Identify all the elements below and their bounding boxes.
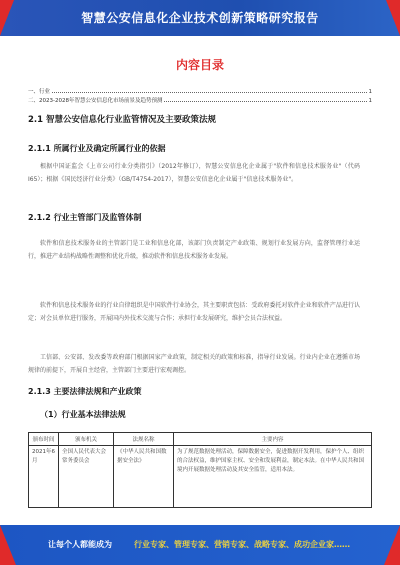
toc-item-text: 一、行业	[28, 89, 51, 95]
paragraph-government-guidance: 工信部、公安部、发改委等政府部门根据国家产业政策，制定相关的政策和标准，指导行业发展。行业内企业在遵循市场规律的前提下，开展自主经营，主管部门主要进行宏观调控。	[28, 354, 360, 374]
table-header-cell: 颁布机关	[59, 433, 114, 446]
table-header-cell: 法规名称	[114, 433, 174, 446]
section-heading-2-1-3: 2.1.3 主要法律法规和产业政策	[28, 387, 142, 396]
paragraph-regulator: 软件和信息技术服务业的主管部门是工业和信息化部，该部门负责制定产业政策、规划行业发展方向，监督管理行业运行，推进产业结构战略性调整和优化升级，推动软件和信息技术服务业发展。	[28, 240, 360, 260]
header-banner	[0, 0, 400, 36]
section-heading-2-1: 2.1 智慧公安信息化行业监管情况及主要政策法规	[28, 115, 217, 125]
table-header-row	[29, 433, 372, 446]
footer-banner	[0, 525, 400, 565]
table-row	[29, 446, 372, 508]
toc-leader-dots	[164, 101, 366, 102]
table-header-cell: 主要内容	[174, 433, 372, 446]
footer-slogan-tail: 行业专家、管理专家、营销专家、战略专家、成功企业家……	[134, 540, 350, 549]
toc-item-page: 1	[368, 89, 372, 95]
footer-accent-left	[0, 525, 16, 565]
toc-item[interactable]	[28, 95, 372, 104]
table-header-cell: 颁布时间	[29, 433, 59, 446]
report-title: 智慧公安信息化企业技术创新策略研究报告	[81, 11, 319, 25]
table-cell-authority: 全国人民代表大会常务委员会	[59, 446, 114, 508]
law-table	[28, 432, 372, 508]
table-cell-law-name: 《中华人民共和国数据安全法》	[114, 446, 174, 508]
section-heading-2-1-1: 2.1.1 所属行业及确定所属行业的依据	[28, 144, 166, 153]
law-subheading: （1）行业基本法律法规	[40, 410, 126, 419]
paragraph-industry-classification: 根据中国证监会《上市公司行业分类指引》（2012年修订），智慧公安信息化企业属于"软件和信息技术服务业"（代码I65）；根据《国民经济行业分类》（GB/T4754-2017），智慧公安信息化企业属于"信息技术服务业"。	[28, 163, 360, 183]
table-cell-time: 2021年6月	[29, 446, 59, 508]
paragraph-self-regulation: 软件和信息技术服务业的行业自律组织是中国软件行业协会，其主要职责包括：受政府委托对软件企业和软件产品进行认定；对会员单位进行服务，开展国内外技术交流与合作；承担行业发展研究，维护会员合法权益。	[28, 302, 360, 322]
table-of-contents	[28, 86, 372, 104]
footer-accent-right	[384, 525, 400, 565]
table-cell-content: 为了规范数据处理活动，保障数据安全，促进数据开发利用，保护个人、组织的合法权益，维护国家主权、安全和发展利益，制定本法。在中华人民共和国境内开展数据处理活动及其安全监管，适用本法。	[174, 446, 372, 508]
toc-leader-dots	[52, 92, 366, 93]
toc-title: 内容目录	[175, 58, 224, 72]
footer-slogan-lead: 让每个人都能成为	[48, 540, 112, 549]
section-heading-2-1-2: 2.1.2 行业主管部门及监管体制	[28, 213, 142, 222]
toc-item[interactable]	[28, 86, 372, 95]
toc-item-page: 1	[368, 98, 372, 104]
toc-item-text: 二、2023-2028年智慧公安信息化市场前景及趋势预测	[28, 98, 163, 104]
